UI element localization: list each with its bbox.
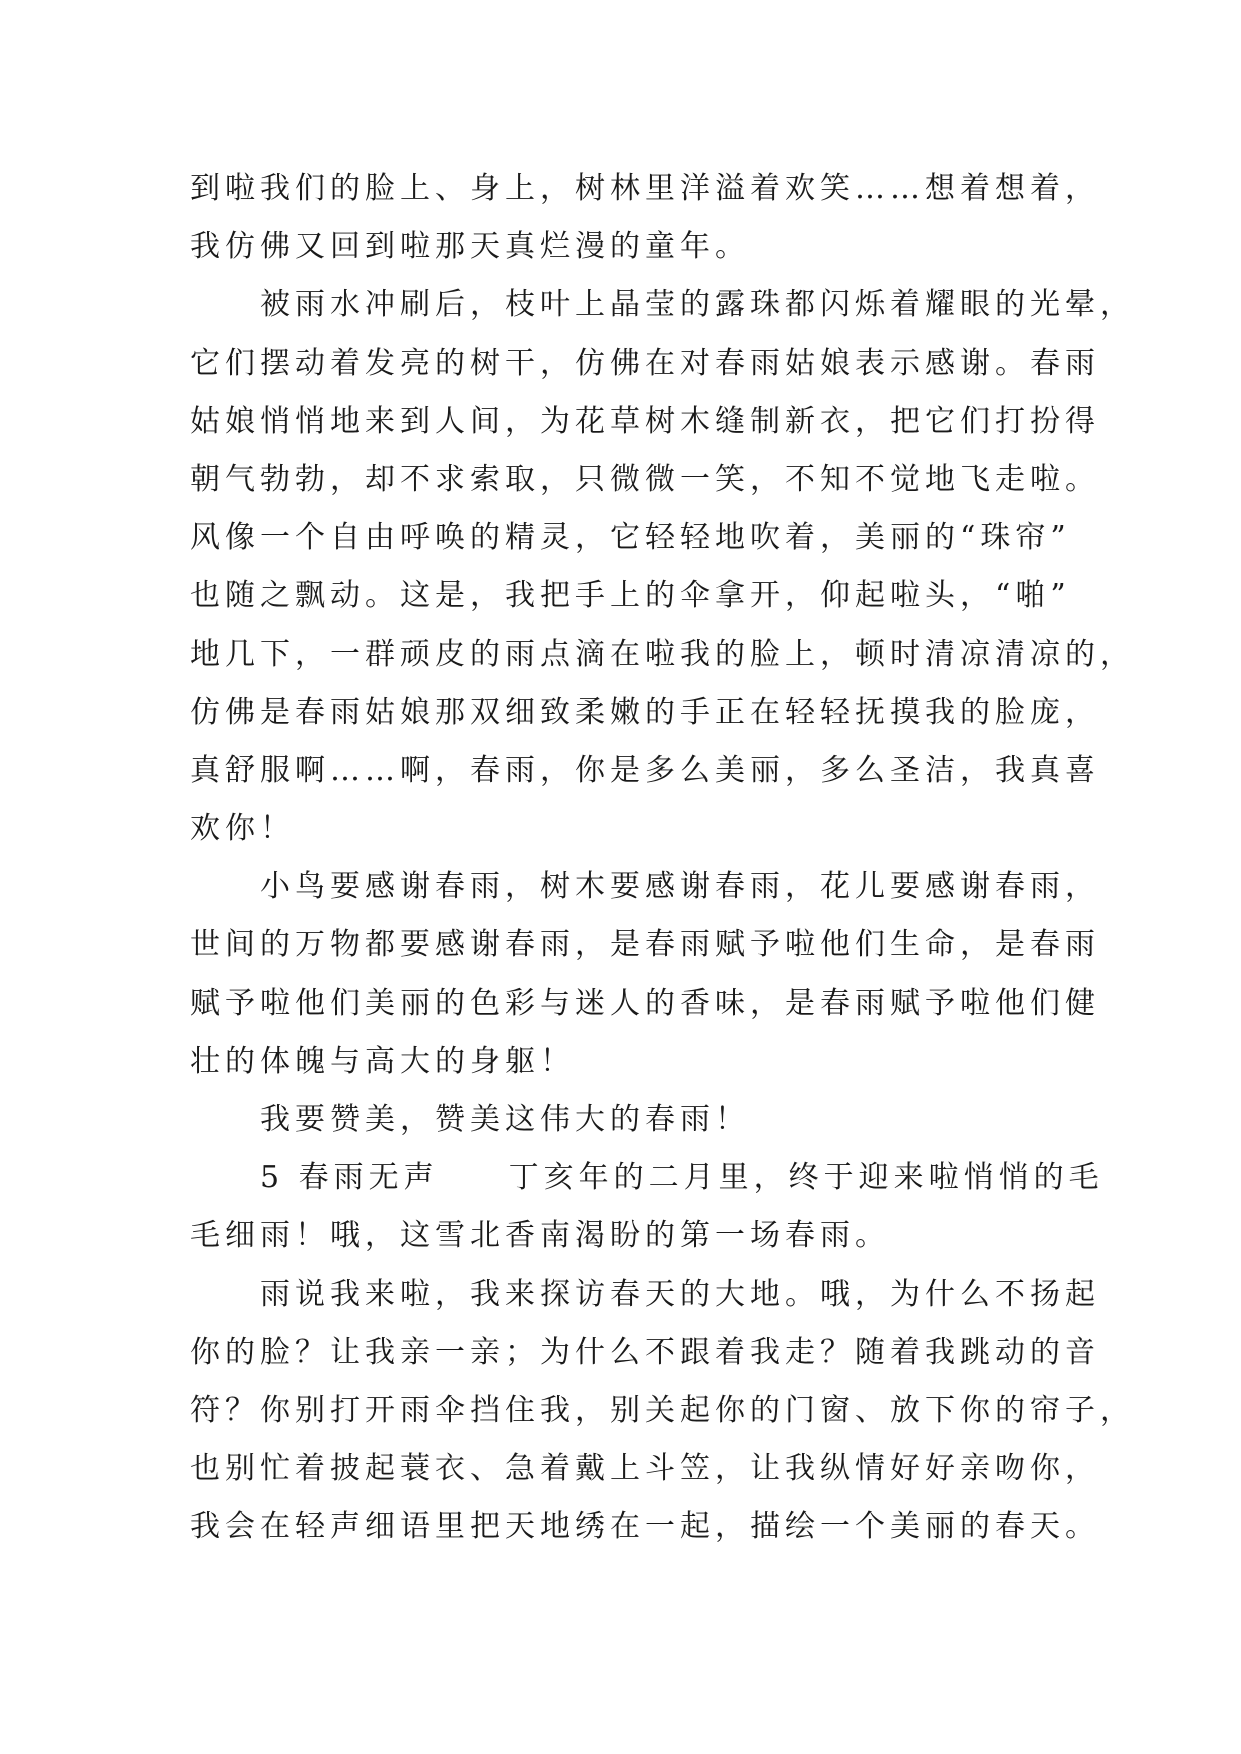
text-line: 壮的体魄与高大的身躯！: [190, 1043, 575, 1079]
paragraph-start-line: 雨说我来啦，我来探访春天的大地。哦，为什么不扬起: [260, 1276, 1100, 1312]
text-line: 到啦我们的脸上、身上，树林里洋溢着欢笑……想着想着，: [190, 171, 1100, 206]
text-line: 欢你！: [190, 811, 295, 847]
text-line: 风像一个自由呼唤的精灵，它轻轻地吹着，美丽的“珠帘”: [190, 520, 1071, 556]
text-line: 赋予啦他们美丽的色彩与迷人的香味，是春雨赋予啦他们健: [190, 985, 1100, 1021]
paragraph-start-line: 我要赞美，赞美这伟大的春雨！: [260, 1102, 750, 1137]
text-line: 我会在轻声细语里把天地绣在一起，描绘一个美丽的春天。: [190, 1509, 1100, 1545]
paragraph-start-line: 被雨水冲刷后，枝叶上晶莹的露珠都闪烁着耀眼的光晕，: [260, 287, 1135, 323]
paragraph-start-line: 小鸟要感谢春雨，树木要感谢春雨，花儿要感谢春雨，: [260, 869, 1100, 905]
text-line: 符？你别打开雨伞挡住我，别关起你的门窗、放下你的帘子，: [190, 1392, 1135, 1428]
text-line: 真舒服啊……啊，春雨，你是多么美丽，多么圣洁，我真喜: [190, 752, 1100, 788]
text-line: 世间的万物都要感谢春雨，是春雨赋予啦他们生命，是春雨: [190, 927, 1100, 963]
text-line: 地几下，一群顽皮的雨点滴在啦我的脸上，顿时清凉清凉的，: [190, 636, 1135, 672]
text-line: 姑娘悄悄地来到人间，为花草树木缝制新衣，把它们打扮得: [190, 403, 1100, 439]
text-line: 也别忙着披起蓑衣、急着戴上斗笠，让我纵情好好亲吻你，: [190, 1451, 1100, 1487]
text-line: 朝气勃勃，却不求索取，只微微一笑，不知不觉地飞走啦。: [190, 461, 1100, 497]
body-text: [190, 160, 1135, 1557]
text-line: 它们摆动着发亮的树干，仿佛在对春雨姑娘表示感谢。春雨: [190, 345, 1100, 381]
section-heading-line: 5 春雨无声 丁亥年的二月里，终于迎来啦悄悄的毛: [260, 1160, 1104, 1196]
text-line: 仿佛是春雨姑娘那双细致柔嫩的手正在轻轻抚摸我的脸庞，: [190, 694, 1100, 730]
text-line: 也随之飘动。这是，我把手上的伞拿开，仰起啦头，“啪”: [190, 578, 1071, 614]
text-line: 你的脸？让我亲一亲；为什么不跟着我走？随着我跳动的音: [190, 1334, 1100, 1370]
text-line: 毛细雨！哦，这雪北香南渴盼的第一场春雨。: [190, 1218, 890, 1254]
text-line: 我仿佛又回到啦那天真烂漫的童年。: [190, 229, 750, 265]
